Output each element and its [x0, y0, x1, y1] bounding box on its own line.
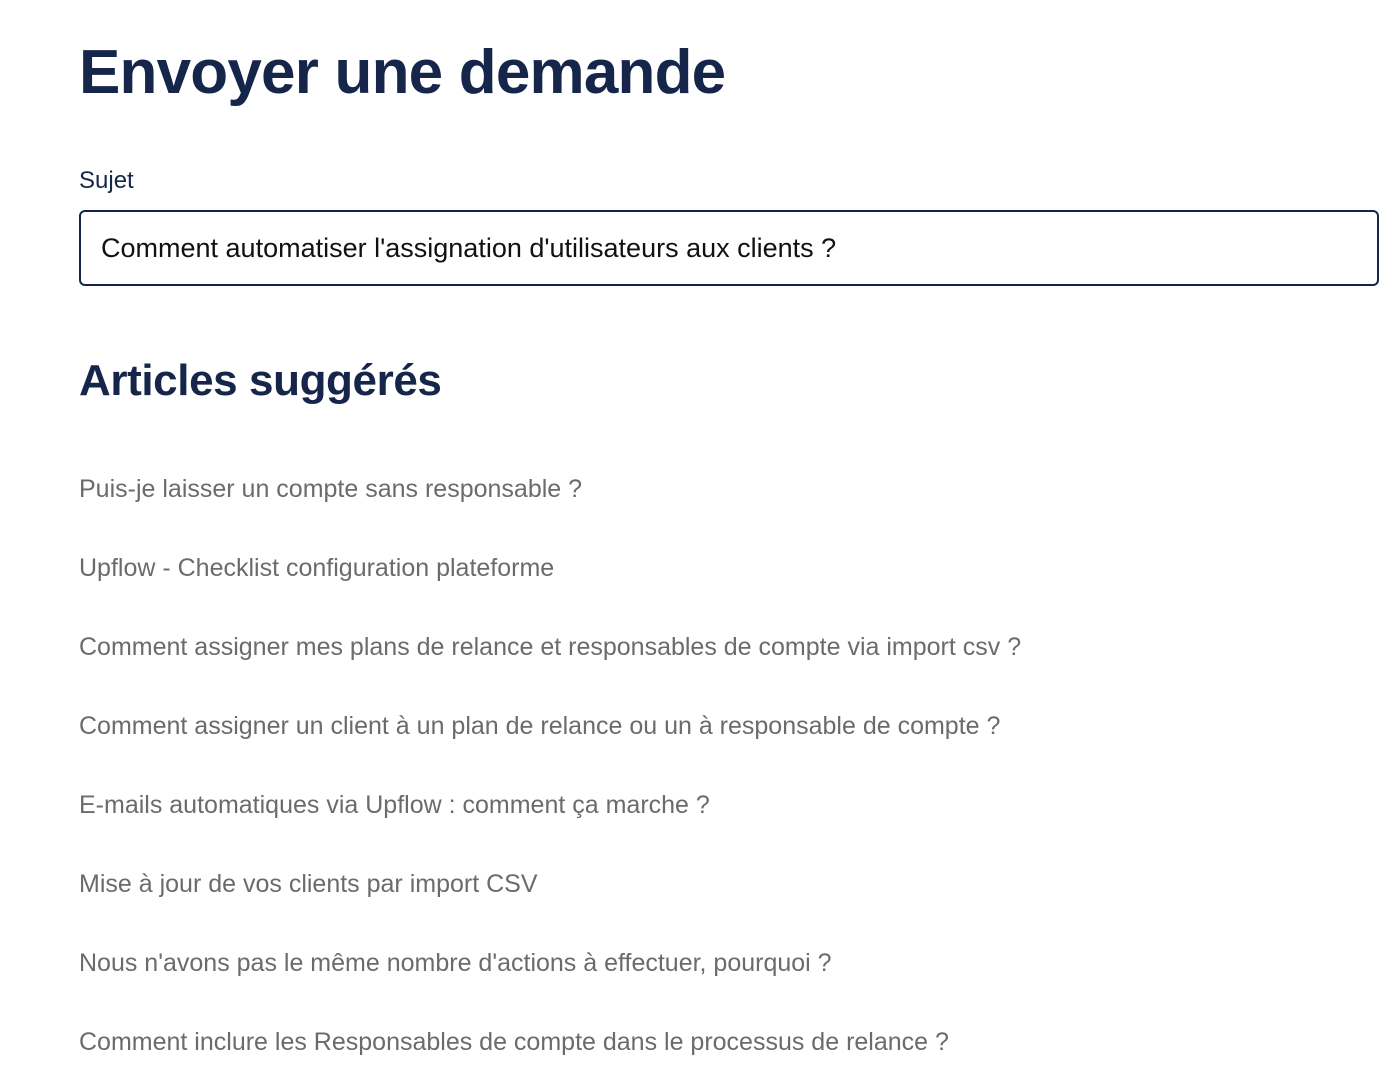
suggested-articles-title: Articles suggérés [79, 356, 442, 405]
list-item [79, 789, 1021, 868]
suggested-articles-list [79, 473, 1021, 1076]
subject-input[interactable] [79, 210, 1379, 286]
article-link[interactable]: Nous n'avons pas le même nombre d'actions à effectuer, pourquoi ? [79, 949, 832, 977]
subject-label: Sujet [79, 167, 134, 194]
list-item [79, 947, 1021, 1026]
list-item [79, 631, 1021, 710]
list-item [79, 473, 1021, 552]
page-title: Envoyer une demande [79, 38, 726, 107]
article-link[interactable]: Mise à jour de vos clients par import CSV [79, 870, 538, 898]
list-item [79, 552, 1021, 631]
list-item [79, 868, 1021, 947]
article-link[interactable]: Comment assigner mes plans de relance et responsables de compte via import csv ? [79, 633, 1022, 661]
article-link[interactable]: Comment assigner un client à un plan de relance ou un à responsable de compte ? [79, 712, 1001, 740]
article-link[interactable]: Upflow - Checklist configuration plateforme [79, 554, 555, 582]
list-item [79, 1026, 1021, 1076]
article-link[interactable]: E-mails automatiques via Upflow : comment ça marche ? [79, 791, 710, 819]
list-item [79, 710, 1021, 789]
article-link[interactable]: Puis-je laisser un compte sans responsable ? [79, 475, 583, 503]
article-link[interactable]: Comment inclure les Responsables de compte dans le processus de relance ? [79, 1028, 949, 1056]
